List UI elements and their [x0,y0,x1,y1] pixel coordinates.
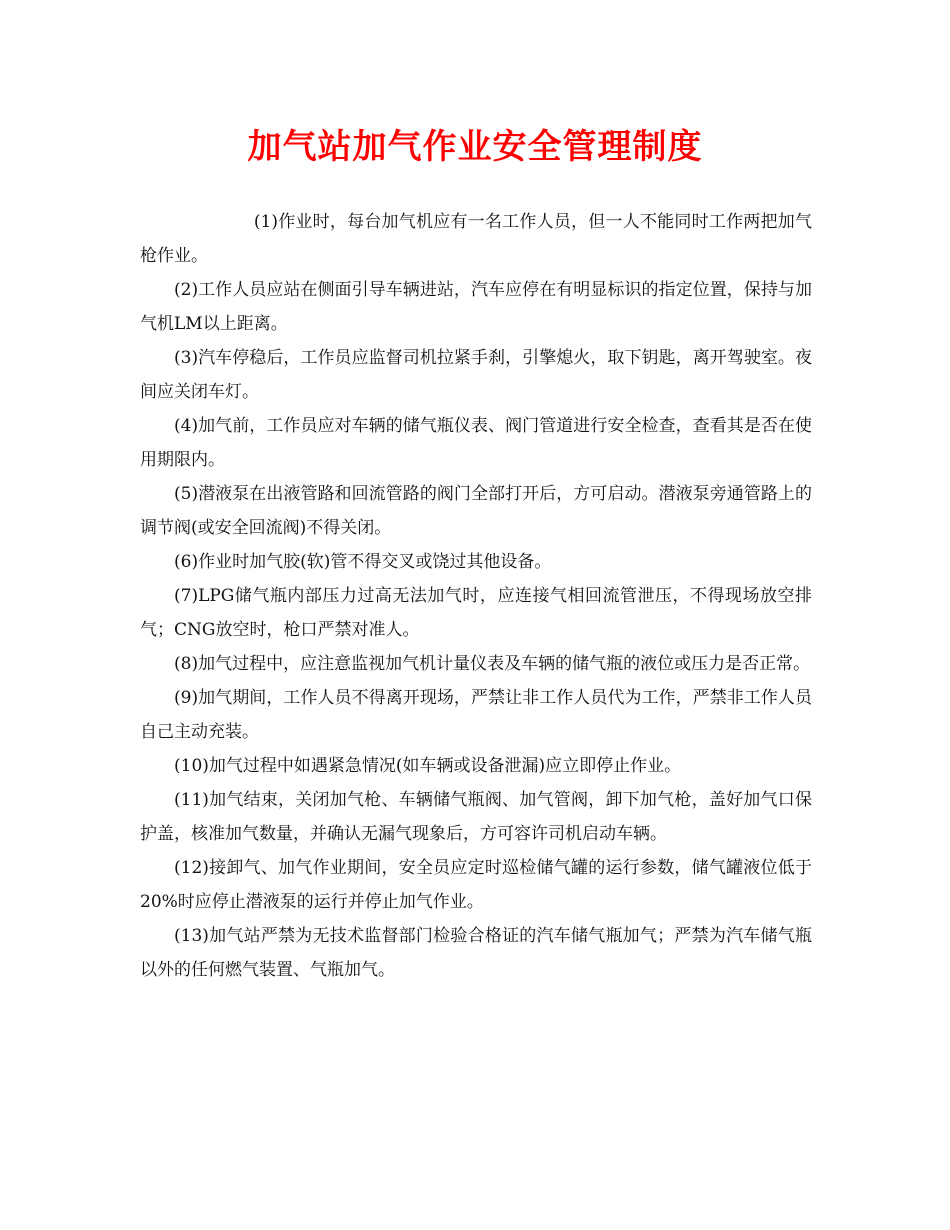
document-title: 加气站加气作业安全管理制度 [247,127,703,167]
paragraph-12: (12)接卸气、加气作业期间，安全员应定时巡检储气罐的运行参数，储气罐液位低于20%时应停止潜液泵的运行并停止加气作业。 [140,858,812,912]
paragraph-3: (3)汽车停稳后，工作员应监督司机拉紧手刹，引擎熄火，取下钥匙，离开驾驶室。夜间应关闭车灯。 [140,348,812,402]
paragraph-9: (9)加气期间，工作人员不得离开现场，严禁让非工作人员代为工作，严禁非工作人员自己主动充装。 [140,688,812,742]
paragraph-7: (7)LPG储气瓶内部压力过高无法加气时，应连接气相回流管泄压，不得现场放空排气；CNG放空时，枪口严禁对准人。 [140,586,812,640]
document-body [140,205,812,987]
paragraph-8: (8)加气过程中，应注意监视加气机计量仪表及车辆的储气瓶的液位或压力是否正常。 [174,654,811,674]
paragraph-5: (5)潜液泵在出液管路和回流管路的阀门全部打开后，方可启动。潜液泵旁通管路上的调节阀(或安全回流阀)不得关闭。 [140,484,812,538]
paragraph-13: (13)加气站严禁为无技术监督部门检验合格证的汽车储气瓶加气；严禁为汽车储气瓶以外的任何燃气装置、气瓶加气。 [140,926,812,980]
paragraph-4: (4)加气前，工作员应对车辆的储气瓶仪表、阀门管道进行安全检查，查看其是否在使用期限内。 [140,416,812,470]
paragraph-10: (10)加气过程中如遇紧急情况(如车辆或设备泄漏)应立即停止作业。 [174,756,682,776]
paragraph-1: (1)作业时，每台加气机应有一名工作人员，但一人不能同时工作两把加气枪作业。 [140,212,812,266]
paragraph-6: (6)作业时加气胶(软)管不得交叉或饶过其他设备。 [174,552,552,572]
paragraph-2: (2)工作人员应站在侧面引导车辆进站，汽车应停在有明显标识的指定位置，保持与加气机LM以上距离。 [140,280,812,334]
paragraph-11: (11)加气结束，关闭加气枪、车辆储气瓶阀、加气管阀，卸下加气枪，盖好加气口保护盖，核准加气数量，并确认无漏气现象后，方可容许司机启动车辆。 [140,790,812,844]
